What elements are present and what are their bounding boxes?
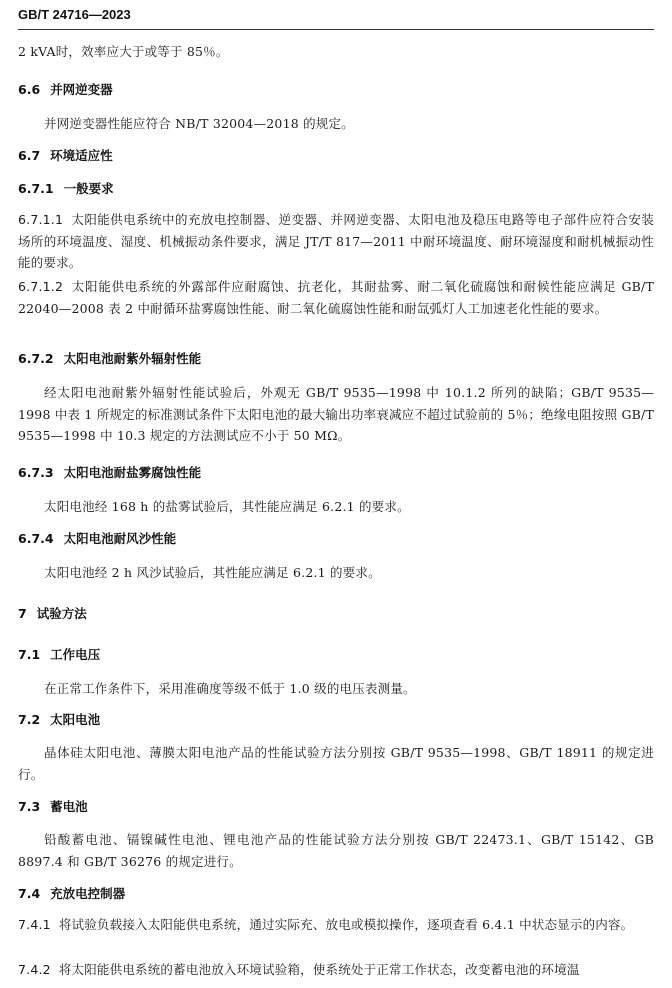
heading-7-1 [18, 646, 654, 664]
heading-6-7-4 [18, 530, 654, 548]
heading-title: 充放电控制器 [50, 886, 126, 901]
paragraph-text: 太阳电池经 168 h 的盐雾试验后，其性能应满足 6.2.1 的要求。 [44, 499, 410, 514]
heading-number: 7.3 [18, 799, 41, 814]
heading-title: 太阳电池耐盐雾腐蚀性能 [63, 465, 202, 480]
heading-number: 6.7.4 [18, 531, 54, 546]
clause-6-7-1-1 [18, 209, 654, 274]
paragraph-text: 晶体硅太阳电池、薄膜太阳电池产品的性能试验方法分别按 GB/T 9535—1998、GB/T 18911 的规定进行。 [18, 745, 654, 782]
paragraph-text: 太阳电池经 2 h 风沙试验后，其性能应满足 6.2.1 的要求。 [44, 565, 381, 580]
heading-title: 太阳电池 [50, 712, 101, 727]
paragraph-6-7-4 [18, 562, 654, 584]
paragraph-7-3 [18, 829, 654, 872]
heading-title: 太阳电池耐风沙性能 [63, 531, 177, 546]
paragraph-efficiency [18, 41, 654, 63]
heading-7-4 [18, 885, 654, 903]
heading-title: 太阳电池耐紫外辐射性能 [63, 351, 202, 366]
heading-number: 7.4 [18, 886, 41, 901]
clause-text: 将太阳能供电系统的蓄电池放入环境试验箱，使系统处于正常工作状态，改变蓄电池的环境温 [58, 962, 580, 977]
clause-7-4-1 [18, 914, 654, 936]
heading-number: 7 [18, 606, 27, 621]
heading-title: 环境适应性 [50, 148, 113, 163]
clause-number: 6.7.1.2 [18, 279, 64, 294]
paragraph-6-7-2 [18, 382, 654, 447]
heading-number: 6.7.1 [18, 181, 54, 196]
paragraph-6-7-3 [18, 496, 654, 518]
paragraph-text: 经太阳电池耐紫外辐射性能试验后，外观无 GB/T 9535—1998 中 10.1.2 所列的缺陷；GB/T 9535—1998 中表 1 所规定的标准测试条件下太阳电池的最大输出功率衰减应不超过试验前的 5％；绝缘电阻按照 GB/T 9535—1998 中 10.3 规定的方法测试应不小于 50 MΩ。 [18, 385, 654, 443]
heading-title: 一般要求 [63, 181, 114, 196]
standard-number-header: GB/T 24716—2023 [18, 7, 131, 22]
header-rule [18, 29, 654, 30]
heading-7-3 [18, 798, 654, 816]
heading-number: 6.7 [18, 148, 41, 163]
clause-text: 将试验负载接入太阳能供电系统，通过实际充、放电或模拟操作，逐项查看 6.4.1 中状态显示的内容。 [58, 917, 634, 932]
heading-number: 6.6 [18, 82, 41, 97]
heading-number: 7.1 [18, 647, 41, 662]
heading-7 [18, 605, 654, 623]
heading-7-2 [18, 711, 654, 729]
clause-6-7-1-2 [18, 276, 654, 319]
heading-6-6 [18, 81, 654, 99]
heading-title: 工作电压 [50, 647, 101, 662]
heading-6-7-3 [18, 464, 654, 482]
clause-text: 太阳能供电系统中的充放电控制器、逆变器、并网逆变器、太阳电池及稳压电路等电子部件应符合安装场所的环境温度、湿度、机械振动条件要求，满足 JT/T 817—2011 中耐环境温度、耐环境湿度和耐机械振动性能的要求。 [18, 212, 654, 270]
paragraph-text: 铅酸蓄电池、镉镍碱性电池、锂电池产品的性能试验方法分别按 GB/T 22473.1、GB/T 15142、GB 8897.4 和 GB/T 36276 的规定进行。 [18, 832, 654, 869]
clause-number: 7.4.1 [18, 917, 51, 932]
heading-number: 6.7.2 [18, 351, 54, 366]
clause-number: 6.7.1.1 [18, 212, 64, 227]
heading-title: 蓄电池 [50, 799, 88, 814]
paragraph-text: 在正常工作条件下，采用准确度等级不低于 1.0 级的电压表测量。 [44, 681, 416, 696]
heading-6-7-1 [18, 180, 654, 198]
heading-6-7-2 [18, 350, 654, 368]
clause-text: 太阳能供电系统的外露部件应耐腐蚀、抗老化，其耐盐雾、耐二氧化硫腐蚀和耐候性能应满足 GB/T 22040—2008 表 2 中耐循环盐雾腐蚀性能、耐二氧化硫腐蚀性能和耐氙弧灯人工加速老化性能的要求。 [18, 279, 654, 316]
paragraph-6-6 [18, 113, 654, 135]
paragraph-7-1 [18, 678, 654, 700]
clause-7-4-2 [18, 959, 654, 983]
paragraph-7-2 [18, 742, 654, 785]
paragraph-text: 并网逆变器性能应符合 NB/T 32004—2018 的规定。 [44, 116, 354, 131]
heading-title: 试验方法 [36, 606, 87, 621]
heading-number: 7.2 [18, 712, 41, 727]
heading-title: 并网逆变器 [50, 82, 113, 97]
heading-number: 6.7.3 [18, 465, 54, 480]
paragraph-text: 2 kVA时，效率应大于或等于 85％。 [18, 44, 229, 59]
clause-number: 7.4.2 [18, 962, 51, 977]
heading-6-7 [18, 147, 654, 165]
